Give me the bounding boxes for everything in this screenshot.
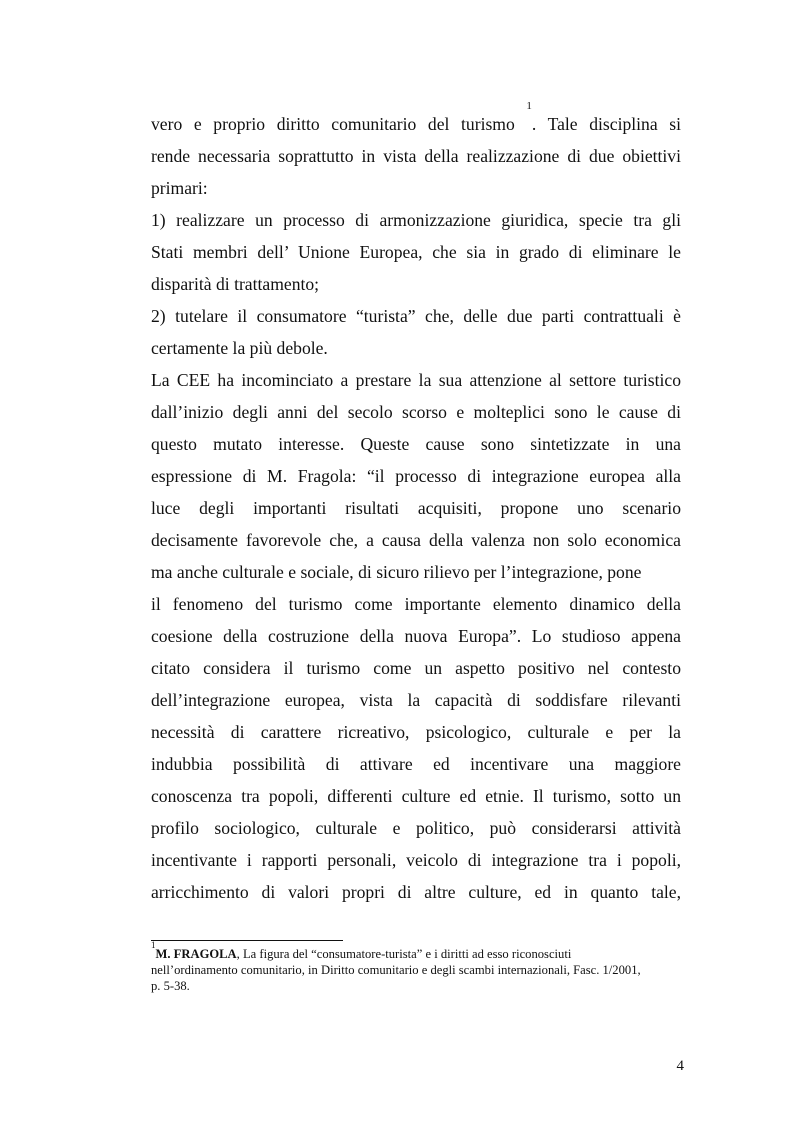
footnote-reference[interactable]: 1 xyxy=(526,100,532,112)
footnote-author: M. FRAGOLA xyxy=(155,947,237,961)
text-line: citato considera il turismo come un aspetto positivo nel contesto xyxy=(151,658,681,678)
text-line: espressione di M. Fragola: “il processo di integrazione europea alla xyxy=(151,466,681,486)
body-text xyxy=(151,100,681,908)
text-line: ma anche culturale e sociale, di sicuro rilievo per l’integrazione, pone xyxy=(151,562,642,582)
text-line: luce degli importanti risultati acquisiti, propone uno scenario xyxy=(151,498,681,518)
text-line: 2) tutelare il consumatore “turista” che, delle due parti contrattuali è xyxy=(151,306,681,326)
text-line: La CEE ha incominciato a prestare la sua attenzione al settore turistico xyxy=(151,370,681,390)
text-line: necessità di carattere ricreativo, psicologico, culturale e per la xyxy=(151,722,681,742)
footnote xyxy=(151,940,691,994)
text-line: 1) realizzare un processo di armonizzazione giuridica, specie tra gli xyxy=(151,210,681,230)
footnote-text: , La figura del “consumatore-turista” e i diritti ad esso riconosciuti xyxy=(236,947,572,961)
footnote-line xyxy=(151,940,691,962)
text-line: profilo sociologico, culturale e politico, può considerarsi attività xyxy=(151,818,681,838)
text-line: coesione della costruzione della nuova Europa”. Lo studioso appena xyxy=(151,626,681,646)
text-line xyxy=(151,100,681,140)
page-number: 4 xyxy=(676,1058,684,1074)
text-line: disparità di trattamento; xyxy=(151,274,320,294)
text-segment: vero e proprio diritto comunitario del turismo xyxy=(151,114,527,134)
text-line: Stati membri dell’ Unione Europea, che sia in grado di eliminare le xyxy=(151,242,681,262)
text-line: arricchimento di valori propri di altre culture, ed in quanto tale, xyxy=(151,882,681,902)
text-line: questo mutato interesse. Queste cause sono sintetizzate in una xyxy=(151,434,681,454)
text-line: incentivante i rapporti personali, veicolo di integrazione tra i popoli, xyxy=(151,850,681,870)
footnote-divider xyxy=(151,940,343,941)
text-line: dell’integrazione europea, vista la capacità di soddisfare rilevanti xyxy=(151,690,681,710)
text-line: decisamente favorevole che, a causa della valenza non solo economica xyxy=(151,530,681,550)
text-line: primari: xyxy=(151,178,208,198)
text-segment: . Tale disciplina si xyxy=(531,114,681,134)
text-line: il fenomeno del turismo come importante elemento dinamico della xyxy=(151,594,681,614)
footnote-line: p. 5-38. xyxy=(151,979,190,993)
text-line: indubbia possibilità di attivare ed incentivare una maggiore xyxy=(151,754,681,774)
text-line: conoscenza tra popoli, differenti culture ed etnie. Il turismo, sotto un xyxy=(151,786,681,806)
footnote-number: 1 xyxy=(151,940,156,950)
footnote-line: nell’ordinamento comunitario, in Diritto comunitario e degli scambi internazionali, Fasc. 1/2001, xyxy=(151,963,641,977)
text-line: dall’inizio degli anni del secolo scorso e molteplici sono le cause di xyxy=(151,402,681,422)
text-line: certamente la più debole. xyxy=(151,338,328,358)
text-line: rende necessaria soprattutto in vista della realizzazione di due obiettivi xyxy=(151,146,681,166)
